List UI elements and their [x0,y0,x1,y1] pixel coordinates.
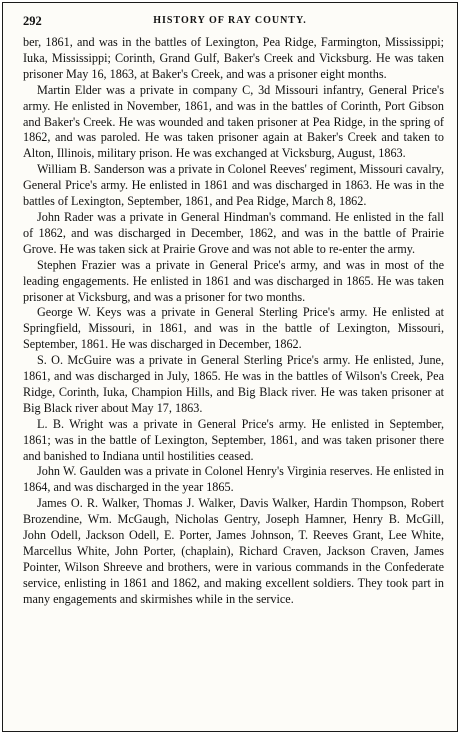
paragraph: L. B. Wright was a private in General Price's army. He enlisted in September, 1861; was in the battle of Lexington, September, 1861, and was taken prisoner there and banished to Indiana until hostilities ceased. [23,416,444,463]
book-page [2,2,458,732]
paragraph: William B. Sanderson was a private in Colonel Reeves' regiment, Missouri cavalry, General Price's army. He enlisted in 1861 and was discharged in 1863. He was in the battles of Lexington, September, 1861, and Pea Ridge, March 8, 1862. [23,162,444,209]
paragraph: Martin Elder was a private in company C, 3d Missouri infantry, General Price's army. He enlisted in November, 1861, and was in the battles of Corinth, Port Gibson and Baker's Creek. He was wounded and taken prisoner at Pea Ridge, in the spring of 1862, and was paroled. He was taken prisoner again at Baker's Creek and taken to Alton, Illinois, military prison. He was exchanged at Vicksburg, August, 1863. [23,82,444,161]
body-text [23,35,444,608]
paragraph: ber, 1861, and was in the battles of Lexington, Pea Ridge, Farmington, Mississippi; Iuka, Mississippi; Corinth, Grand Gulf, Baker's Creek and Vicksburg. He was taken prisoner May 16, 1863, at Baker's Creek, and was a prisoner eight months. [23,35,444,81]
paragraph: Stephen Frazier was a private in General Price's army, and was in most of the leading engagements. He enlisted in 1861 and was discharged in 1865. He was taken prisoner at Vicksburg, and was a prisoner for two months. [23,257,444,304]
running-head: HISTORY OF RAY COUNTY. [153,15,307,26]
page-number: 292 [23,14,42,28]
paragraph: John W. Gaulden was a private in Colonel Henry's Virginia reserves. He enlisted in 1864, and was discharged in the year 1865. [23,464,444,495]
paragraph: S. O. McGuire was a private in General Sterling Price's army. He enlisted, June, 1861, and was discharged in July, 1865. He was in the battles of Wilson's Creek, Pea Ridge, Corinth, Iuka, Champion Hills, and Big Black river. He was taken prisoner at Big Black river about May 17, 1863. [23,353,444,415]
paragraph: John Rader was a private in General Hindman's command. He enlisted in the fall of 1862, and was discharged in December, 1862, and was in the battle of Prairie Grove. He was taken sick at Prairie Grove and was not able to re-enter the army. [23,209,444,256]
paragraph: James O. R. Walker, Thomas J. Walker, Davis Walker, Hardin Thompson, Robert Brozendine, Wm. McGaugh, Nicholas Gentry, Joseph Hamner, Henry B. McGill, John Odell, Jackson Odell, E. Porter, James Johnson, T. Reeves Grant, Lee White, Marcellus White, John Porter, (chaplain), Richard Craven, Jackson Craven, James Pointer, Wilson Shreeve and brothers, were in various commands in the Confederate service, enlisting in 1861 and 1862, and making excellent soldiers. They took part in many engagements and skirmishes while in the service. [23,496,444,606]
page-header [23,14,437,30]
paragraph: George W. Keys was a private in General Sterling Price's army. He enlisted at Springfield, Missouri, in 1861, and was in the battle of Lexington, Missouri, September, 1861. He was discharged in December, 1862. [23,305,444,352]
